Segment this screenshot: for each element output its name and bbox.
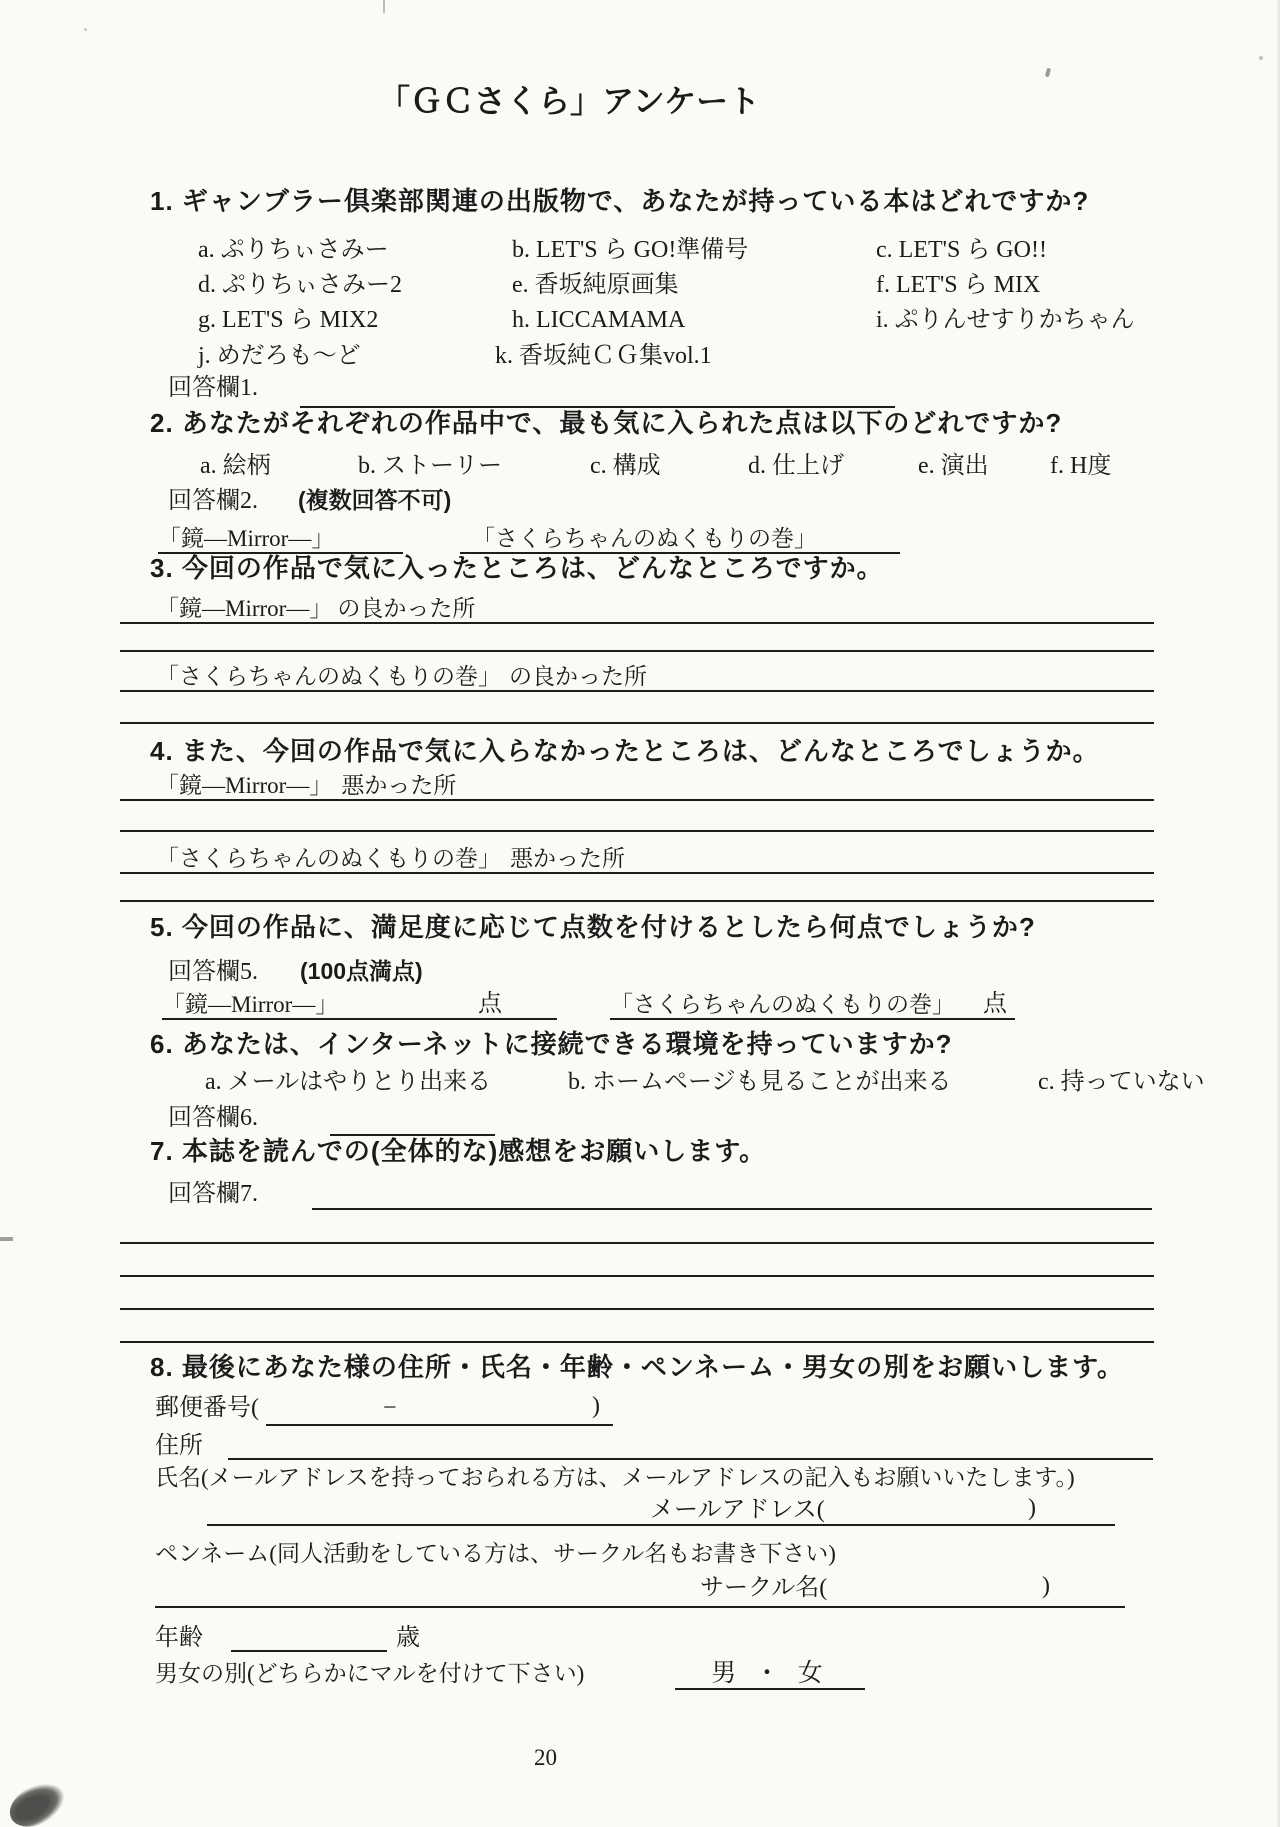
page-title: 「ＧＣさくら」アンケート: [378, 83, 761, 119]
q5-heading: 5. 今回の作品に、満足度に応じて点数を付けるとしたら何点でしょうか?: [150, 912, 1036, 942]
q2-option-e: e. 演出: [918, 453, 989, 479]
q2-heading: 2. あなたがそれぞれの作品中で、最も気に入られた点は以下のどれですか?: [150, 408, 1063, 438]
q6-option-a: a. メールはやりとり出来る: [205, 1069, 492, 1095]
q7-answer-line: [312, 1208, 1152, 1210]
q4-sakura-field: [120, 841, 1154, 874]
q7-answer-label: 回答欄7.: [168, 1181, 258, 1207]
q5-work2-field: [610, 986, 1015, 1020]
name-note: 氏名(メールアドレスを持っておられる方は、メールアドレスの記入もお願いいたします。): [155, 1465, 1075, 1490]
q2-option-d: d. 仕上げ: [748, 453, 844, 479]
q3-blank-line-2: [120, 722, 1154, 724]
q4-suffix1-label: 悪かった所: [341, 772, 457, 799]
page-number: 20: [534, 1745, 557, 1770]
circle-close-paren: ): [1042, 1573, 1050, 1599]
q2-answer-note: (複数回答不可): [298, 487, 452, 513]
q6-heading: 6. あなたは、インターネットに接続できる環境を持っていますか?: [150, 1029, 953, 1059]
q7-heading: 7. 本誌を読んでの(全体的な)感想をお願いします。: [150, 1136, 767, 1166]
q5-points1-suffix: 点: [478, 991, 502, 1018]
q3-sakura-field: [120, 659, 1154, 692]
q4-work1-label: 「鏡―Mirror―」: [156, 773, 333, 799]
penname-note: ペンネーム(同人活動をしている方は、サークル名もお書き下さい): [155, 1541, 836, 1566]
q2-work1-label: 「鏡―Mirror―」: [158, 526, 335, 552]
q1-option-j: j. めだろも～ど: [198, 343, 361, 369]
postal-label: 郵便番号(: [155, 1395, 259, 1421]
q2-work2-label: 「さくらちゃんのぬくもりの巻」: [472, 526, 817, 552]
q1-option-b: b. LET'S ら GO!準備号: [512, 237, 749, 263]
address-label: 住所: [155, 1433, 203, 1459]
scan-artifact-dot-2: [1045, 68, 1051, 78]
q5-work2-label: 「さくらちゃんのぬくもりの巻」: [610, 992, 955, 1018]
scan-artifact-corner-blob: [2, 1775, 71, 1827]
q2-option-b: b. ストーリー: [358, 453, 502, 479]
age-label: 年齢: [155, 1625, 203, 1651]
postal-close-paren: ): [592, 1393, 600, 1419]
q2-option-c: c. 構成: [590, 453, 661, 479]
q7-blank-line-1: [120, 1242, 1154, 1244]
scan-artifact-dot-3: [1259, 56, 1263, 60]
q5-points2-suffix: 点: [983, 991, 1007, 1018]
q4-heading: 4. また、今回の作品で気に入らなかったところは、どんなところでしょうか。: [150, 736, 1100, 766]
q4-mirror-field: [120, 768, 1154, 801]
q1-option-f: f. LET'S ら MIX: [876, 272, 1041, 298]
circle-line: [155, 1606, 1125, 1608]
q5-work1-label: 「鏡―Mirror―」: [162, 992, 339, 1018]
q7-blank-line-3: [120, 1308, 1154, 1310]
q1-option-h: h. LICCAMAMA: [512, 307, 686, 333]
q3-heading: 3. 今回の作品で気に入ったところは、どんなところですか。: [150, 553, 884, 583]
q4-blank-line-1: [120, 830, 1154, 832]
email-close-paren: ): [1028, 1495, 1036, 1521]
q2-work2-field: [460, 520, 900, 554]
address-line: [228, 1458, 1153, 1460]
q7-blank-line-2: [120, 1275, 1154, 1277]
scan-artifact-edge-dash: [0, 1237, 13, 1241]
gender-options: 男 ・ 女: [711, 1660, 829, 1687]
q2-work1-field: [158, 520, 403, 554]
q1-option-c: c. LET'S ら GO!!: [876, 237, 1047, 263]
q1-heading: 1. ギャンブラー倶楽部関連の出版物で、あなたが持っている本はどれですか?: [150, 186, 1090, 216]
q3-work1-label: 「鏡―Mirror―」: [156, 596, 333, 622]
q8-heading: 8. 最後にあなた様の住所・氏名・年齢・ペンネーム・男女の別をお願いします。: [150, 1352, 1125, 1382]
q3-blank-line-1: [120, 650, 1154, 652]
gender-field: [675, 1654, 865, 1690]
q3-suffix1-label: の良かった所: [337, 595, 476, 622]
q2-option-a: a. 絵柄: [200, 453, 271, 479]
q4-blank-line-2: [120, 900, 1154, 902]
circle-label: サークル名(: [700, 1575, 828, 1601]
q1-answer-label: 回答欄1.: [168, 375, 258, 401]
postal-dash: −: [383, 1395, 397, 1421]
q4-suffix2-label: 悪かった所: [510, 845, 625, 872]
email-label: メールアドレス(: [650, 1497, 825, 1523]
q3-work2-label: 「さくらちゃんのぬくもりの巻」: [156, 664, 501, 690]
q5-answer-note: (100点満点): [300, 958, 423, 984]
age-line: [231, 1650, 387, 1652]
q1-option-a: a. ぷりちぃさみー: [198, 237, 389, 263]
q3-mirror-field: [120, 591, 1154, 624]
q6-option-c: c. 持っていない: [1038, 1069, 1205, 1095]
q7-blank-line-4: [120, 1341, 1154, 1343]
scan-artifact-right-edge: [1276, 0, 1280, 1827]
scan-artifact-top-tick: [383, 0, 385, 13]
q6-option-b: b. ホームページも見ることが出来る: [568, 1069, 952, 1095]
q1-option-g: g. LET'S ら MIX2: [198, 307, 379, 333]
q1-option-e: e. 香坂純原画集: [512, 272, 679, 298]
q2-option-f: f. H度: [1050, 453, 1112, 479]
scan-artifact-dot-1: [84, 28, 87, 31]
q6-answer-label: 回答欄6.: [168, 1105, 258, 1131]
q2-answer-label: 回答欄2.: [168, 488, 258, 514]
postal-line: [266, 1424, 613, 1426]
q1-option-d: d. ぷりちぃさみー2: [198, 272, 402, 298]
q5-answer-label: 回答欄5.: [168, 959, 258, 985]
q4-work2-label: 「さくらちゃんのぬくもりの巻」: [156, 846, 501, 872]
age-suffix: 歳: [396, 1625, 420, 1651]
q1-option-i: i. ぷりんせすりかちゃん: [876, 307, 1135, 333]
email-line: [207, 1524, 1115, 1526]
q1-option-k: k. 香坂純ＣＧ集vol.1: [495, 343, 712, 369]
q3-suffix2-label: の良かった所: [509, 663, 647, 690]
q5-work1-field: [162, 986, 557, 1020]
gender-label: 男女の別(どちらかにマルを付けて下さい): [155, 1661, 585, 1686]
